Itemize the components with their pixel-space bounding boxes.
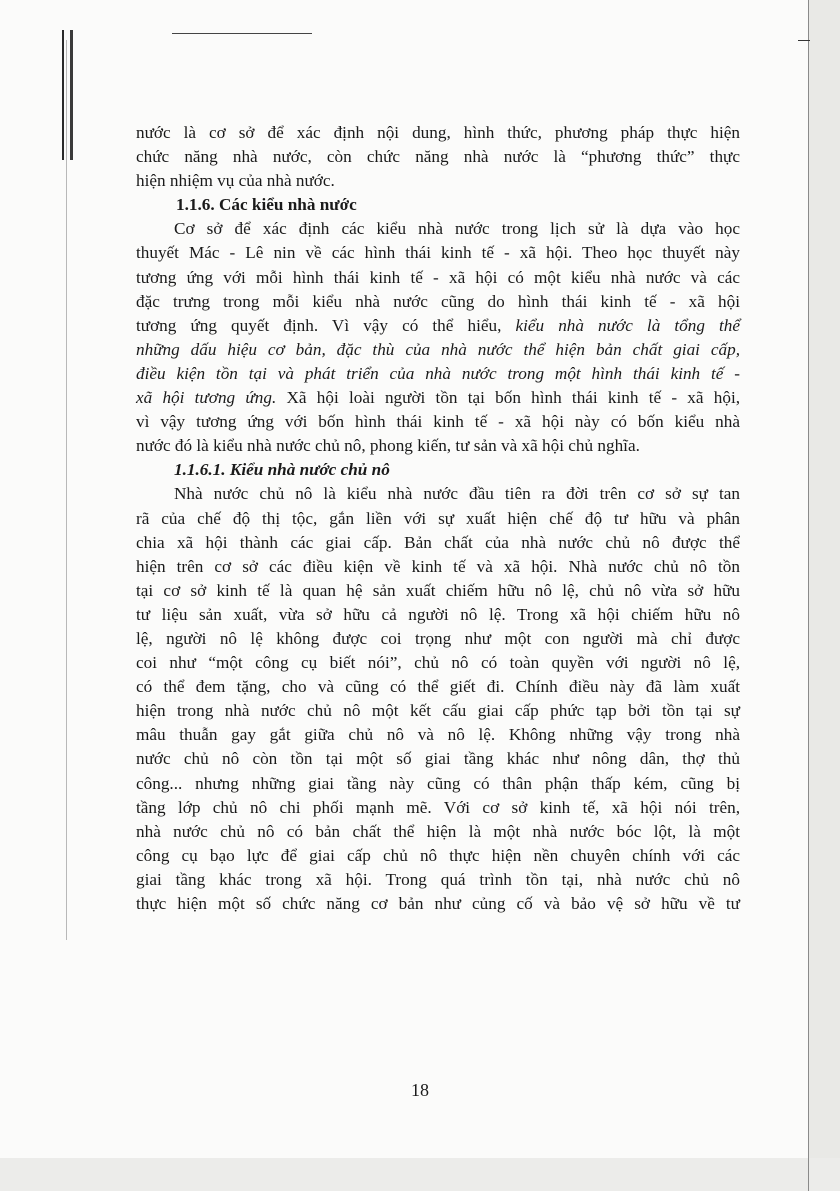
text-line: tại cơ sở kinh tế là quan hệ sản xuất chiếm hữu nô lệ, chủ nô vừa sở hữu xyxy=(136,580,740,600)
text-line: có thể đem tặng, cho và cũng có thể giết đi. Chính điều này đã làm xuất xyxy=(136,677,740,697)
text-line: coi như “một công cụ biết nói”, chủ nô có toàn quyền với người nô lệ, xyxy=(136,653,740,673)
scan-shadow-bottom xyxy=(0,1158,840,1191)
text-line: Cơ sở để xác định các kiểu nhà nước trong lịch sử là dựa vào học xyxy=(174,219,740,239)
scan-edge-line xyxy=(66,40,67,940)
text-run: Xã hội loài người tồn tại bốn hình thái kinh tế - xã hội, xyxy=(286,388,741,408)
text-line: thực hiện một số chức năng cơ bản như củng cố và bảo vệ sở hữu về tư xyxy=(136,894,740,913)
text-line: hiện trong nhà nước chủ nô một kết cấu giai cấp phức tạp bởi tồn tại sự xyxy=(136,701,740,721)
text-line: hiện nhiệm vụ của nhà nước. xyxy=(136,171,335,191)
text-line: nước chủ nô còn tồn tại một số giai tầng khác như nông dân, thợ thủ xyxy=(136,749,740,769)
scan-edge-line xyxy=(172,33,312,34)
definition-line: những dấu hiệu cơ bản, đặc thù của nhà nước thể hiện bản chất giai cấp, xyxy=(136,339,740,359)
scan-shadow-right xyxy=(809,0,840,1191)
text-line: hiện trên cơ sở các điều kiện về kinh tế và xã hội. Nhà nước chủ nô tồn xyxy=(136,556,740,576)
text-line: nước đó là kiểu nhà nước chủ nô, phong kiến, tư sản và xã hội chủ nghĩa. xyxy=(136,436,640,456)
text-line: nhà nước chủ nô có bản chất thể hiện là một nhà nước bóc lột, là một xyxy=(136,821,740,841)
text-line: lệ, người nô lệ không được coi trọng như một con người mà chỉ được xyxy=(136,628,740,648)
text-line: đặc trưng trong mỗi kiểu nhà nước cũng do hình thái kinh tế - xã hội xyxy=(136,291,740,311)
text-line: rã của chế độ thị tộc, gắn liền với sự xuất hiện chế độ tư hữu và phân xyxy=(136,508,740,528)
text-line: thuyết Mác - Lê nin về các hình thái kinh tế - xã hội. Theo học thuyết này xyxy=(136,243,740,263)
scan-edge-mark xyxy=(798,40,810,41)
scan-edge-mark xyxy=(70,30,73,160)
definition-italic: kiểu nhà nước là tổng thể xyxy=(515,315,741,335)
body-text xyxy=(136,121,740,916)
text-line: giai tầng khác trong xã hội. Trong quá trình tồn tại, nhà nước chủ nô xyxy=(136,869,740,889)
text-line: công... nhưng những giai tầng này cũng có thân phận thấp kém, cũng bị xyxy=(136,773,740,793)
text-line: tư liệu sản xuất, vừa sở hữu cả người nô lệ. Trong xã hội chiếm hữu nô xyxy=(136,604,740,624)
text-run: tương ứng quyết định. Vì vậy có thể hiểu, xyxy=(136,315,502,335)
scan-edge-mark xyxy=(62,30,64,160)
text-line xyxy=(136,314,740,338)
text-line: mâu thuẫn gay gắt giữa chủ nô và nô lệ. Không những vậy trong nhà xyxy=(136,725,740,745)
text-line: công cụ bạo lực để giai cấp chủ nô thực hiện nền chuyên chính với các xyxy=(136,845,740,865)
text-line: Nhà nước chủ nô là kiểu nhà nước đầu tiên ra đời trên cơ sở sự tan xyxy=(174,484,740,504)
definition-line: điều kiện tồn tại và phát triển của nhà nước trong một hình thái kinh tế - xyxy=(136,363,740,383)
definition-italic: xã hội tương ứng. xyxy=(136,388,277,408)
text-line: tương ứng với mỗi hình thái kinh tế - xã hội có một kiểu nhà nước và các xyxy=(136,267,740,287)
text-line: nước là cơ sở để xác định nội dung, hình thức, phương pháp thực hiện xyxy=(136,123,740,142)
text-line: chia xã hội thành các giai cấp. Bản chất của nhà nước chủ nô được thể xyxy=(136,532,740,552)
text-line: tầng lớp chủ nô chi phối mạnh mẽ. Với cơ sở kinh tế, xã hội nói trên, xyxy=(136,797,740,817)
text-line: chức năng nhà nước, còn chức năng nhà nước là “phương thức” thực xyxy=(136,147,740,167)
text-line: vì vậy tương ứng với bốn hình thái kinh tế - xã hội này có bốn kiểu nhà xyxy=(136,412,740,432)
subsection-heading: 1.1.6.1. Kiểu nhà nước chủ nô xyxy=(174,460,390,480)
scan-edge-line xyxy=(808,0,809,1191)
section-heading: 1.1.6. Các kiểu nhà nước xyxy=(176,195,357,215)
text-line xyxy=(136,386,740,410)
page-number: 18 xyxy=(411,1080,429,1100)
